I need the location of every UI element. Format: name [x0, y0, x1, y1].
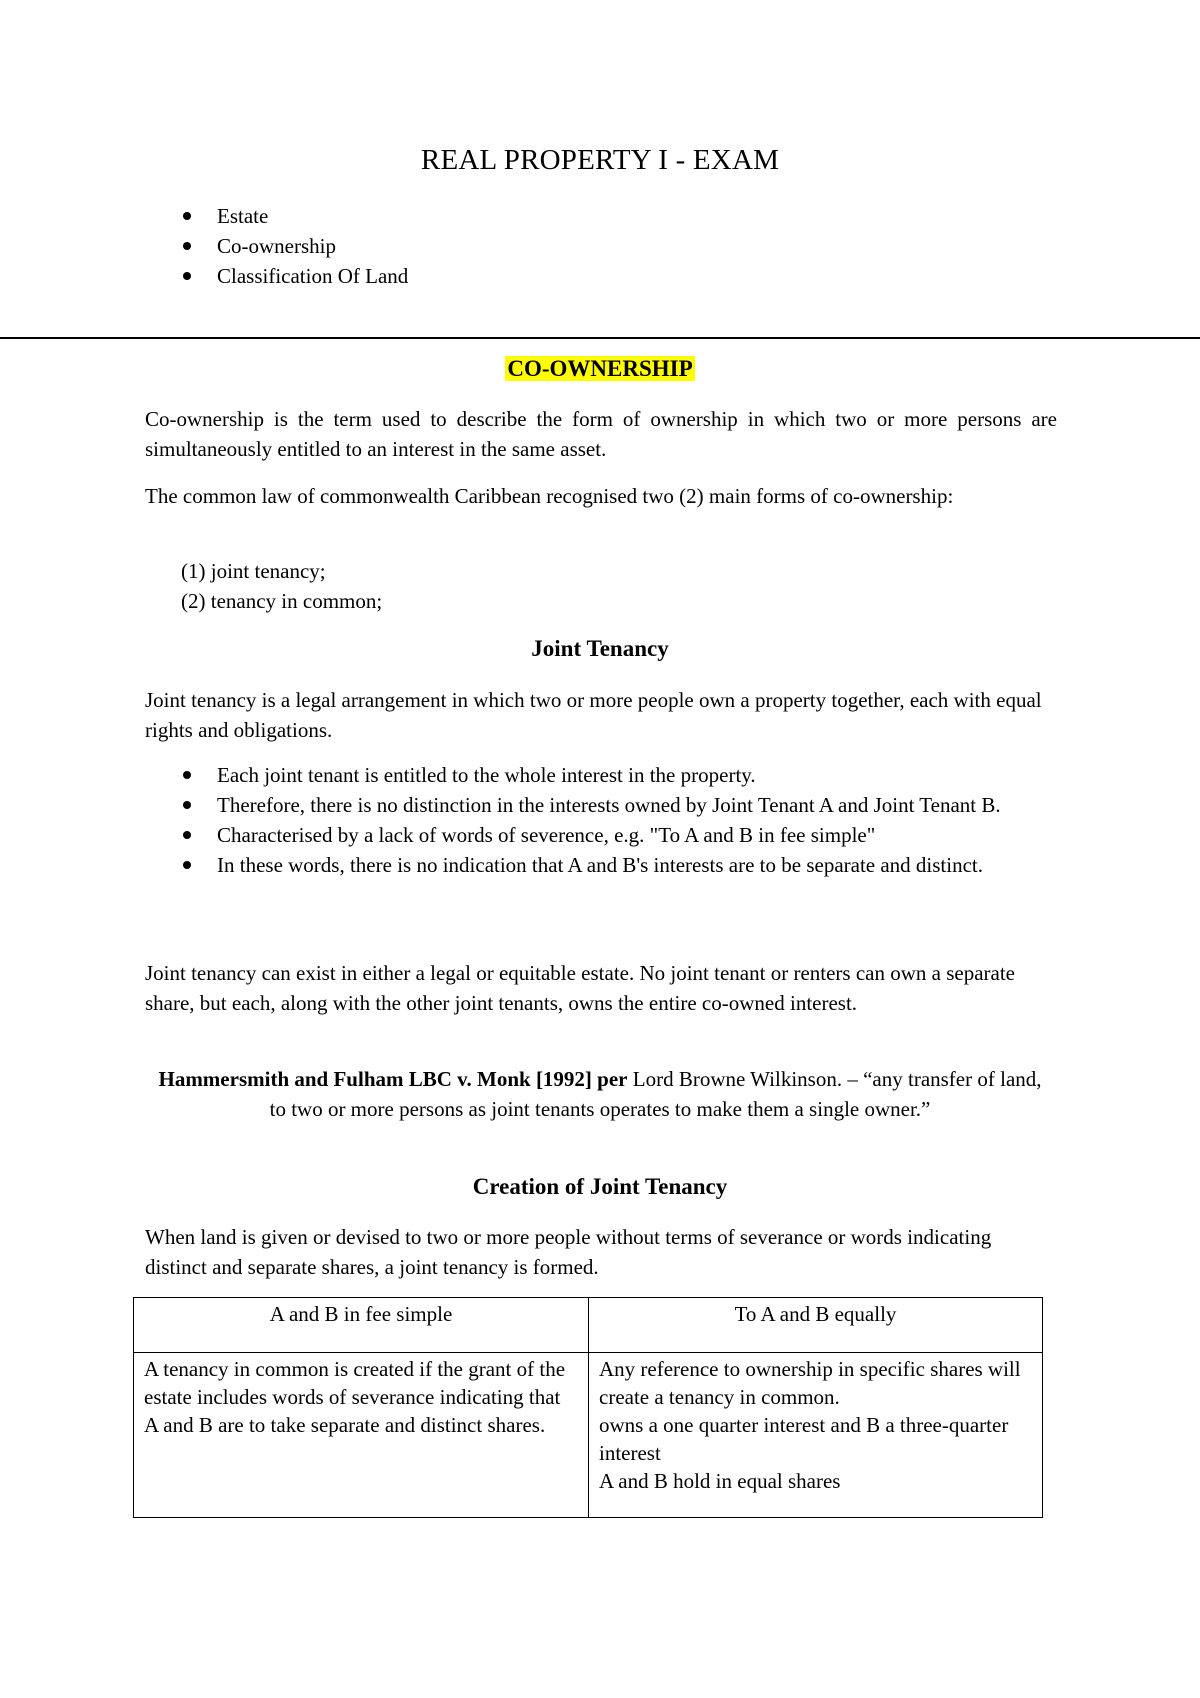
section-divider — [0, 337, 1200, 339]
joint-tenancy-points — [145, 760, 1057, 880]
joint-tenancy-heading: Joint Tenancy — [531, 636, 669, 661]
creation-text: When land is given or devised to two or more people without terms of severance or words indicating distinct and separate shares, a joint tenancy is formed. — [145, 1225, 992, 1279]
table-cell-right — [589, 1353, 1043, 1518]
common-law-intro: The common law of commonwealth Caribbean recognised two (2) main forms of co-ownership: — [145, 484, 954, 508]
bullet-icon — [183, 771, 191, 779]
co-ownership-definition: Co-ownership is the term used to describe the form of ownership in which two or more persons are simultaneously entitled to an interest in the same asset. — [145, 407, 1057, 461]
bullet-icon — [183, 801, 191, 809]
bullet-icon — [183, 212, 191, 220]
case-judge: Lord Browne Wilkinson. — [632, 1067, 843, 1091]
point-item: Therefore, there is no distinction in the interests owned by Joint Tenant A and Joint Tenant B. — [145, 790, 1057, 820]
cell-line: owns a one quarter interest and B a three-quarter interest — [599, 1413, 1009, 1465]
point-item: Characterised by a lack of words of severence, e.g. "To A and B in fee simple" — [145, 820, 1057, 850]
bullet-icon — [183, 272, 191, 280]
creation-heading: Creation of Joint Tenancy — [472, 1174, 728, 1199]
cell-line: A and B hold in equal shares — [599, 1469, 841, 1493]
comparison-table-wrapper — [133, 1297, 1043, 1518]
bullet-icon — [183, 831, 191, 839]
table-header-cell: To A and B equally — [589, 1298, 1043, 1353]
joint-tenancy-estate-note: Joint tenancy can exist in either a legal or equitable estate. No joint tenant or renters can own a separate share, but each, along with the other joint tenants, owns the entire co-owned interest. — [145, 961, 1015, 1015]
topic-item: Estate — [145, 201, 845, 231]
joint-tenancy-definition: Joint tenancy is a legal arrangement in which two or more people own a property together, each with equal rights and obligations. — [145, 688, 1042, 742]
form-item: (2) tenancy in common; — [181, 589, 383, 613]
case-quote: – “any transfer of land, to two or more persons as joint tenants operates to make them a single owner.” — [269, 1067, 1042, 1121]
topic-item: Co-ownership — [145, 231, 845, 261]
topic-item: Classification Of Land — [145, 261, 845, 291]
document-title: REAL PROPERTY I - EXAM — [420, 144, 780, 176]
bullet-icon — [183, 242, 191, 250]
table-cell-left: A tenancy in common is created if the grant of the estate includes words of severance indicating that A and B are to take separate and distinct shares. — [134, 1353, 589, 1518]
cell-line: Any reference to ownership in specific shares will create a tenancy in common. — [599, 1357, 1021, 1409]
comparison-table — [133, 1297, 1043, 1518]
form-item: (1) joint tenancy; — [181, 559, 326, 583]
point-item: Each joint tenant is entitled to the whole interest in the property. — [145, 760, 1057, 790]
table-header-row — [134, 1298, 1043, 1353]
bullet-icon — [183, 861, 191, 869]
table-row — [134, 1353, 1043, 1518]
co-ownership-forms-list — [181, 556, 781, 616]
co-ownership-heading: CO-OWNERSHIP — [507, 356, 693, 381]
topic-list — [145, 201, 845, 291]
case-citation — [150, 1064, 1050, 1124]
point-item: In these words, there is no indication that A and B's interests are to be separate and distinct. — [145, 850, 1057, 880]
table-header-cell: A and B in fee simple — [134, 1298, 589, 1353]
case-name: Hammersmith and Fulham LBC v. Monk [1992] per — [158, 1067, 628, 1091]
